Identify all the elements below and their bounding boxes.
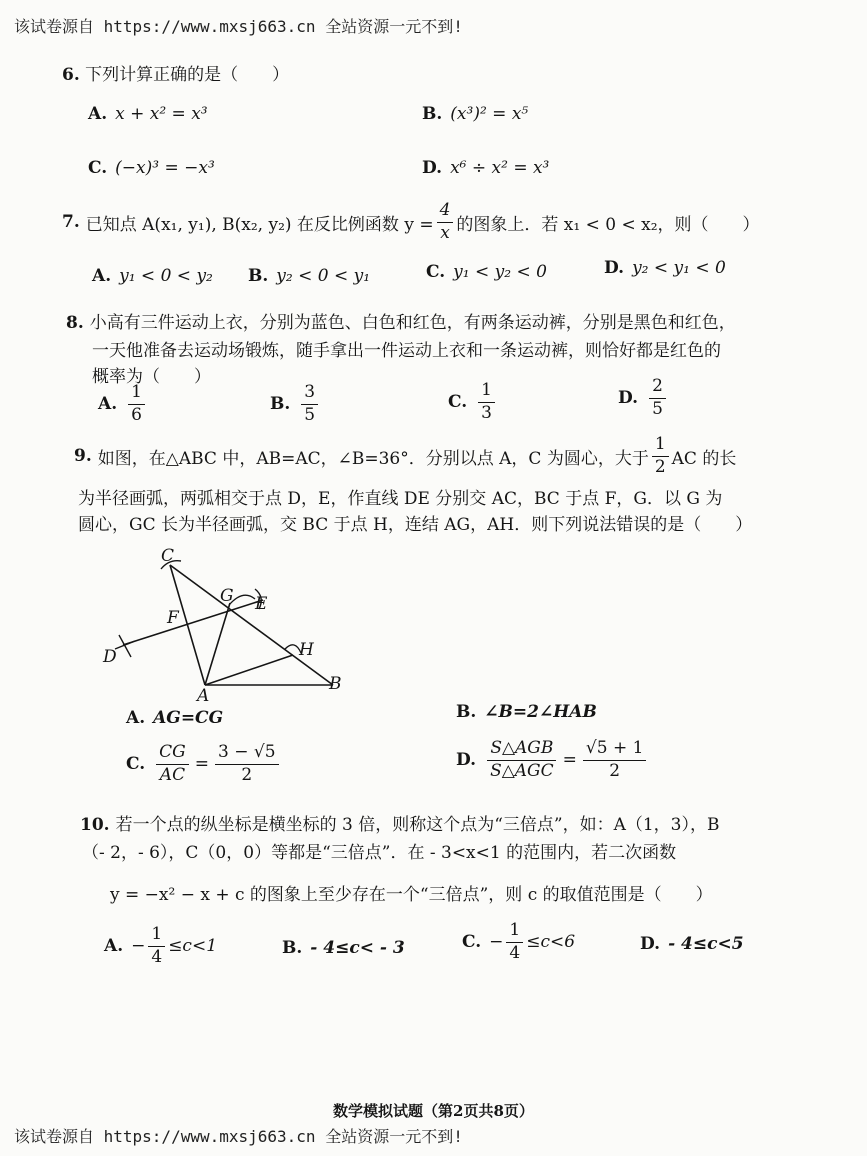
q8-option-c-num: 1 — [478, 382, 495, 403]
q6-option-c-text: (−x)³ = −x³ — [115, 158, 215, 178]
q9-option-b-label: B. — [456, 702, 477, 722]
q7-fraction-numerator: 4 — [437, 202, 454, 223]
q9-half-fraction — [652, 436, 669, 477]
q7-option-c-text: y₁ < y₂ < 0 — [453, 262, 547, 282]
q8-option-b[interactable] — [270, 384, 321, 425]
q8-option-b-den: 5 — [304, 404, 316, 425]
question-8-text-1: 小高有三件运动上衣，分别为蓝色、白色和红色，有两条运动裤，分别是黑色和红色， — [89, 313, 736, 333]
q10-option-c-den: 4 — [509, 942, 521, 963]
q6-option-a-text: x + x² = x³ — [115, 104, 208, 124]
question-10-line-1 — [80, 810, 719, 835]
q9-option-d-num: S△AGB — [487, 740, 556, 761]
line-de — [123, 600, 263, 645]
label-e: E — [255, 594, 268, 614]
question-6-stem — [62, 60, 289, 85]
q9-option-c-rhs — [215, 744, 279, 785]
q9-option-d-den: S△AGC — [490, 760, 554, 781]
label-a: A — [197, 686, 210, 705]
arc-mark-d — [115, 635, 135, 657]
question-9-line-3: 圆心，GC 长为半径画弧，交 BC 于点 H，连结 AG，AH．则下列说法错误的是（ ） — [78, 515, 753, 535]
q10-option-a-den: 4 — [151, 946, 163, 967]
q9-option-c-equals: = — [194, 754, 209, 775]
q9-option-c-den: AC — [159, 764, 186, 785]
q10-option-d-label: D. — [640, 934, 661, 954]
question-7-text-b: 的图象上．若 x₁ < 0 < x₂，则（ ） — [456, 214, 760, 235]
q10-option-a-post: ≤c<1 — [168, 936, 218, 957]
q8-option-c-label: C. — [448, 392, 468, 413]
segment-ah — [205, 655, 293, 685]
q10-option-a-fraction — [148, 926, 165, 967]
q10-option-b[interactable] — [282, 938, 405, 958]
q9-option-d-label: D. — [456, 750, 477, 771]
q9-half-num: 1 — [652, 436, 669, 457]
q10-option-c-num: 1 — [506, 922, 523, 943]
question-10-text-1: 若一个点的纵坐标是横坐标的 3 倍，则称这个点为“三倍点”，如：A（1，3），B — [115, 815, 720, 835]
q9-option-b[interactable] — [456, 702, 597, 722]
question-7-stem — [62, 202, 760, 243]
q9-option-d-rhs-num: √5 + 1 — [583, 740, 647, 761]
q6-option-b-text: (x³)² = x⁵ — [450, 104, 529, 124]
q10-option-d[interactable] — [640, 934, 744, 954]
q8-option-a-num: 1 — [128, 384, 145, 405]
q9-option-d-lhs — [487, 740, 557, 781]
q9-option-d[interactable] — [456, 740, 649, 781]
q6-option-c[interactable] — [88, 158, 215, 178]
q6-option-c-label: C. — [88, 158, 108, 178]
q6-option-b-label: B. — [422, 104, 443, 124]
q6-option-d-label: D. — [422, 158, 443, 178]
question-7-number: 7. — [62, 212, 80, 233]
q9-option-c-num: CG — [156, 744, 189, 765]
q7-fraction — [437, 202, 454, 243]
q9-option-c-rhs-num: 3 − √5 — [215, 744, 279, 765]
q10-option-b-text: - 4≤c< - 3 — [310, 938, 405, 958]
q7-fraction-denominator: x — [440, 222, 450, 243]
label-f: F — [167, 608, 179, 628]
question-8-line-3: 概率为（ ） — [92, 367, 211, 387]
q10-option-c-label: C. — [462, 932, 482, 953]
q8-option-a-fraction — [128, 384, 145, 425]
question-9-text-1a: 如图，在△ABC 中，AB=AC，∠B=36°．分别以点 A，C 为圆心，大于 — [97, 448, 649, 469]
q6-option-d[interactable] — [422, 158, 549, 178]
label-b: B — [329, 674, 342, 694]
q10-option-a[interactable] — [104, 926, 217, 967]
question-6-text: 下列计算正确的是（ ） — [85, 65, 290, 85]
q10-option-b-label: B. — [282, 938, 303, 958]
q8-option-b-label: B. — [270, 394, 291, 415]
question-10-line-2: （- 2，- 6），C（0，0）等都是“三倍点”．在 - 3<x<1 的范围内，若二次函数 — [82, 843, 677, 863]
q9-half-den: 2 — [654, 456, 666, 477]
q8-option-b-num: 3 — [301, 384, 318, 405]
q8-option-c[interactable] — [448, 382, 498, 423]
q8-option-b-fraction — [301, 384, 318, 425]
label-d: D — [103, 647, 117, 667]
q6-option-d-text: x⁶ ÷ x² = x³ — [450, 158, 550, 178]
q8-option-d-den: 5 — [652, 398, 663, 419]
q9-option-b-text: ∠B=2∠HAB — [484, 702, 597, 722]
label-c: C — [161, 546, 175, 566]
question-8-line-2: 一天他准备去运动场锻炼，随手拿出一件运动上衣和一条运动裤，则恰好都是红色的 — [92, 341, 721, 361]
source-banner-top: 该试卷源自 https://www.mxsj663.cn 全站资源一元不到! — [14, 17, 463, 36]
q6-option-b[interactable] — [422, 104, 528, 124]
question-9-text-1b: AC 的长 — [671, 448, 737, 469]
q9-option-c[interactable] — [126, 744, 282, 785]
q9-option-c-rhs-den: 2 — [241, 764, 253, 785]
q9-option-c-label: C. — [126, 754, 146, 775]
q8-option-d-fraction — [649, 378, 666, 419]
page-footer: 数学模拟试题（第2页共8页） — [333, 1102, 534, 1120]
q6-option-a-label: A. — [88, 104, 108, 124]
question-10-line-3: y = −x² − x + c 的图象上至少存在一个“三倍点”，则 c 的取值范围是（ ） — [110, 885, 713, 905]
q8-option-d-label: D. — [618, 388, 639, 409]
q10-option-c-minus: − — [489, 932, 504, 953]
question-8-line-1 — [66, 308, 736, 333]
question-7-text-a: 已知点 A(x₁, y₁), B(x₂, y₂) 在反比例函数 y = — [85, 214, 434, 235]
q8-option-a-den: 6 — [131, 404, 142, 425]
q9-option-d-rhs — [583, 740, 647, 781]
question-9-line-1 — [74, 436, 736, 477]
q7-option-b-label: B. — [248, 266, 269, 286]
q9-option-d-equals: = — [562, 750, 577, 771]
q8-option-a[interactable] — [98, 384, 148, 425]
q6-option-a[interactable] — [88, 104, 208, 124]
q8-option-a-label: A. — [98, 394, 118, 415]
q9-option-c-lhs — [156, 744, 189, 785]
q7-option-c[interactable] — [426, 262, 547, 282]
q9-option-d-rhs-den: 2 — [609, 760, 621, 781]
q10-option-a-num: 1 — [148, 926, 165, 947]
q9-option-a-text: AG=CG — [153, 708, 224, 728]
q7-option-d-text: y₂ < y₁ < 0 — [632, 258, 726, 278]
label-h: H — [299, 640, 314, 660]
question-6-number: 6. — [62, 65, 80, 85]
q7-option-b-text: y₂ < 0 < y₁ — [276, 266, 371, 286]
question-9-number: 9. — [74, 446, 92, 467]
q7-option-b[interactable] — [248, 266, 370, 286]
question-8-number: 8. — [66, 313, 84, 333]
side-cb — [170, 565, 333, 685]
label-g: G — [220, 586, 234, 606]
q7-option-c-label: C. — [426, 262, 446, 282]
q10-option-a-minus: − — [131, 936, 146, 957]
q9-triangle-figure — [95, 545, 355, 705]
q7-option-a-text: y₁ < 0 < y₂ — [119, 266, 213, 286]
q8-option-c-fraction — [478, 382, 495, 423]
q8-option-c-den: 3 — [481, 402, 492, 423]
q10-option-c[interactable] — [462, 922, 575, 963]
q7-option-a-label: A. — [92, 266, 112, 286]
q10-option-a-label: A. — [104, 936, 124, 957]
q10-option-c-fraction — [506, 922, 523, 963]
question-10-number: 10. — [80, 815, 110, 835]
question-9-line-2: 为半径画弧，两弧相交于点 D，E，作直线 DE 分别交 AC，BC 于点 F，G．以 G 为 — [78, 489, 723, 509]
q10-option-d-text: - 4≤c<5 — [668, 934, 744, 954]
q9-option-a[interactable] — [126, 708, 223, 728]
q7-option-a[interactable] — [92, 266, 213, 286]
q9-option-a-label: A. — [126, 708, 146, 728]
q7-option-d-label: D. — [604, 258, 625, 278]
q10-option-c-post: ≤c<6 — [526, 932, 576, 953]
q8-option-d-num: 2 — [649, 378, 666, 399]
q7-option-d[interactable] — [604, 258, 726, 278]
q8-option-d[interactable] — [618, 378, 669, 419]
source-banner-bottom: 该试卷源自 https://www.mxsj663.cn 全站资源一元不到! — [14, 1127, 463, 1146]
